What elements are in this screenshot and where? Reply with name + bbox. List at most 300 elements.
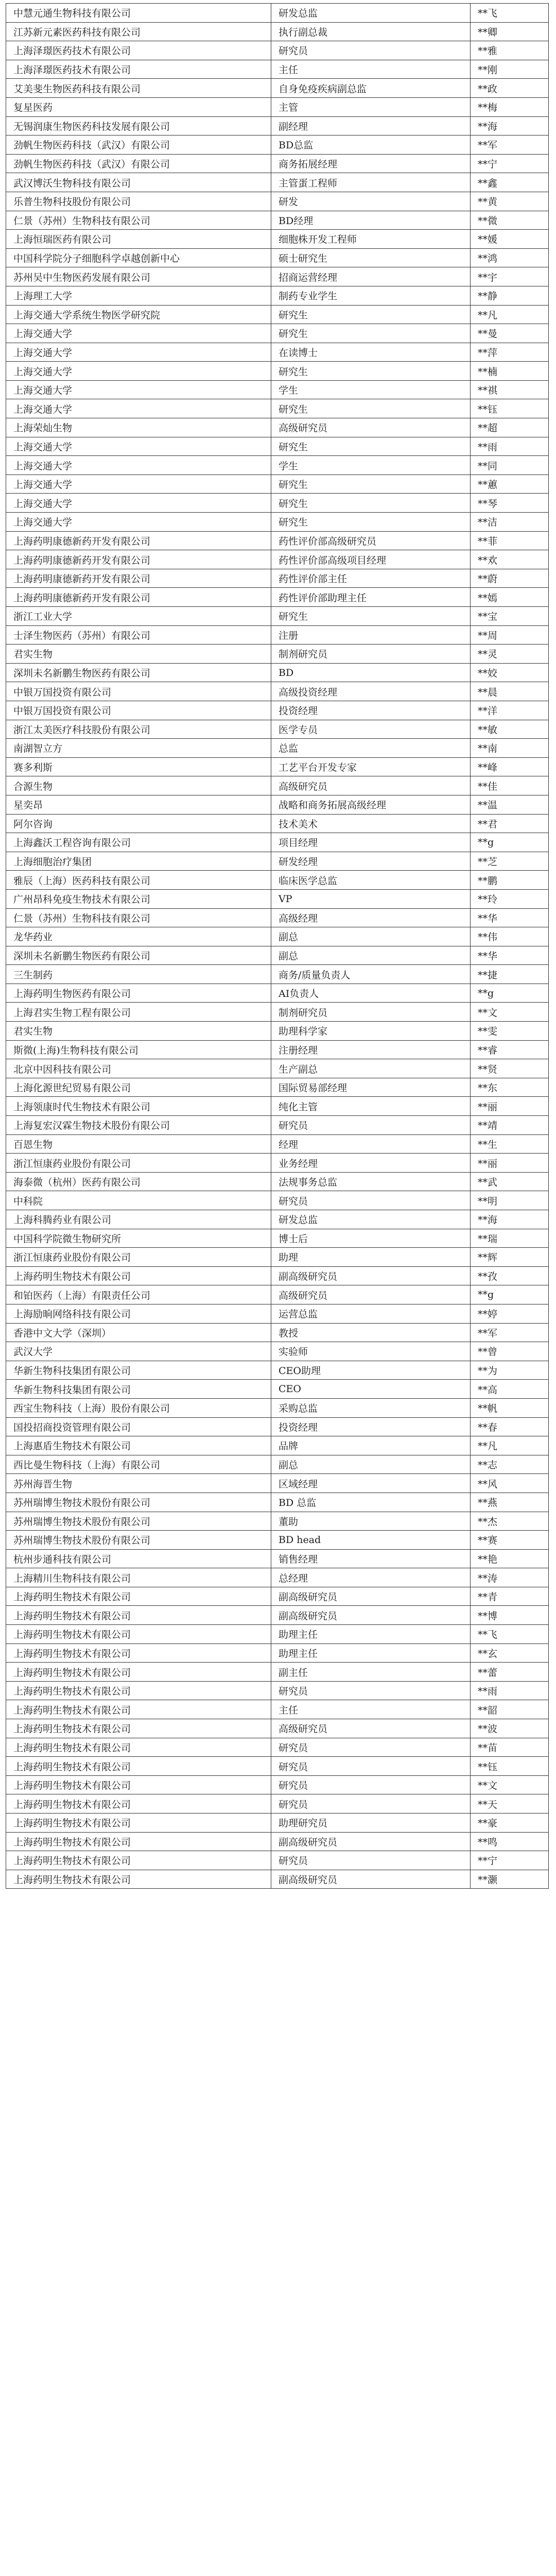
- position-cell: 战略和商务拓展高级经理: [271, 795, 471, 814]
- company-cell: 君实生物: [6, 1022, 271, 1041]
- name-cell: **雅: [471, 41, 549, 60]
- name-cell: **欢: [471, 550, 549, 569]
- name-cell: **雨: [471, 437, 549, 456]
- company-cell: 上海药明生物技术有限公司: [6, 1606, 271, 1625]
- position-cell: AI负责人: [271, 984, 471, 1003]
- table-row: [6, 1003, 549, 1022]
- name-cell: **东: [471, 1078, 549, 1097]
- company-cell: 和铂医药（上海）有限责任公司: [6, 1285, 271, 1304]
- table-row: [6, 362, 549, 381]
- position-cell: 药性评价部高级研究员: [271, 531, 471, 550]
- position-cell: 经理: [271, 1134, 471, 1154]
- name-cell: **同: [471, 456, 549, 475]
- name-cell: **晨: [471, 682, 549, 701]
- table-row: [6, 1154, 549, 1173]
- name-cell: **g: [471, 833, 549, 852]
- position-cell: 研究生: [271, 305, 471, 324]
- position-cell: CEO: [271, 1380, 471, 1399]
- company-cell: 浙江工业大学: [6, 607, 271, 626]
- position-cell: 研究员: [271, 1191, 471, 1210]
- company-cell: 北京中因科技有限公司: [6, 1059, 271, 1078]
- name-cell: **志: [471, 1455, 549, 1474]
- position-cell: 研究生: [271, 362, 471, 381]
- position-cell: 高级研究员: [271, 776, 471, 795]
- company-cell: 深圳未名新鹏生物医药有限公司: [6, 946, 271, 965]
- table-row: [6, 795, 549, 814]
- name-cell: **飞: [471, 1625, 549, 1644]
- table-row: [6, 41, 549, 60]
- position-cell: 技术美术: [271, 814, 471, 833]
- name-cell: **为: [471, 1361, 549, 1380]
- name-cell: **祺: [471, 380, 549, 399]
- table-row: [6, 286, 549, 305]
- name-cell: **武: [471, 1172, 549, 1191]
- table-row: [6, 1794, 549, 1814]
- name-cell: **曼: [471, 324, 549, 343]
- company-cell: 上海药明生物技术有限公司: [6, 1775, 271, 1794]
- name-cell: **蕾: [471, 1663, 549, 1682]
- table-row: [6, 79, 549, 98]
- table-row: [6, 1775, 549, 1794]
- table-row: [6, 1266, 549, 1285]
- company-cell: 上海交通大学: [6, 380, 271, 399]
- table-row: [6, 154, 549, 173]
- table-row: [6, 1248, 549, 1267]
- company-cell: 上海泽璟医药技术有限公司: [6, 60, 271, 79]
- company-cell: 中银万国投资有限公司: [6, 701, 271, 720]
- name-cell: **宁: [471, 154, 549, 173]
- position-cell: 项目经理: [271, 833, 471, 852]
- name-cell: **伟: [471, 927, 549, 946]
- table-row: [6, 1134, 549, 1154]
- name-cell: **雨: [471, 1681, 549, 1700]
- name-cell: **凡: [471, 1436, 549, 1455]
- position-cell: 学生: [271, 456, 471, 475]
- name-cell: **宁: [471, 1851, 549, 1870]
- name-cell: **捷: [471, 965, 549, 984]
- company-cell: 上海荣灿生物: [6, 418, 271, 437]
- company-cell: 苏州吴中生物医药发展有限公司: [6, 267, 271, 286]
- position-cell: 区域经理: [271, 1474, 471, 1493]
- position-cell: 品牌: [271, 1436, 471, 1455]
- name-cell: **曾: [471, 1342, 549, 1361]
- table-row: [6, 531, 549, 550]
- name-cell: **g: [471, 1285, 549, 1304]
- table-row: [6, 418, 549, 437]
- name-cell: **军: [471, 1323, 549, 1342]
- table-row: [6, 513, 549, 532]
- table-row: [6, 1814, 549, 1833]
- company-cell: 上海药明生物技术有限公司: [6, 1700, 271, 1719]
- position-cell: 制药专业学生: [271, 286, 471, 305]
- name-cell: **鸿: [471, 248, 549, 267]
- position-cell: 助理主任: [271, 1643, 471, 1663]
- position-cell: 运营总监: [271, 1304, 471, 1323]
- position-cell: 医学专员: [271, 720, 471, 739]
- company-cell: 江苏新元素医药科技有限公司: [6, 22, 271, 41]
- table-row: [6, 871, 549, 890]
- position-cell: 执行副总裁: [271, 22, 471, 41]
- name-cell: **温: [471, 795, 549, 814]
- table-row: [6, 1663, 549, 1682]
- table-row: [6, 456, 549, 475]
- position-cell: 董助: [271, 1512, 471, 1531]
- name-cell: **楠: [471, 362, 549, 381]
- position-cell: 教授: [271, 1323, 471, 1342]
- table-row: [6, 1870, 549, 1889]
- table-row: [6, 1568, 549, 1587]
- position-cell: 高级研究员: [271, 418, 471, 437]
- position-cell: 助理: [271, 1248, 471, 1267]
- position-cell: 临床医学总监: [271, 871, 471, 890]
- position-cell: 纯化主管: [271, 1097, 471, 1116]
- company-cell: 中银万国投资有限公司: [6, 682, 271, 701]
- name-cell: **涛: [471, 1568, 549, 1587]
- table-row: [6, 97, 549, 116]
- position-cell: 高级投资经理: [271, 682, 471, 701]
- name-cell: **萍: [471, 343, 549, 362]
- position-cell: 研究员: [271, 1738, 471, 1757]
- company-cell: 上海励晌网络科技有限公司: [6, 1304, 271, 1323]
- company-cell: 中国科学院分子细胞科学卓越创新中心: [6, 248, 271, 267]
- company-cell: 上海药明生物技术有限公司: [6, 1643, 271, 1663]
- name-cell: **洋: [471, 701, 549, 720]
- table-row: [6, 946, 549, 965]
- table-row: [6, 776, 549, 795]
- company-cell: 浙江恒康药业股份有限公司: [6, 1248, 271, 1267]
- name-cell: **佳: [471, 776, 549, 795]
- company-cell: 苏州瑞博生物技术股份有限公司: [6, 1531, 271, 1550]
- name-cell: **媛: [471, 230, 549, 249]
- company-cell: 上海鑫沃工程咨询有限公司: [6, 833, 271, 852]
- table-row: [6, 645, 549, 664]
- position-cell: 采购总监: [271, 1398, 471, 1417]
- company-cell: 中科院: [6, 1191, 271, 1210]
- name-cell: **靖: [471, 1116, 549, 1135]
- name-cell: **高: [471, 1380, 549, 1399]
- company-cell: 浙江恒康药业股份有限公司: [6, 1154, 271, 1173]
- position-cell: 主任: [271, 60, 471, 79]
- position-cell: 投资经理: [271, 1417, 471, 1436]
- company-cell: 上海药明生物技术有限公司: [6, 1832, 271, 1851]
- name-cell: **孜: [471, 1266, 549, 1285]
- name-cell: **鹏: [471, 871, 549, 890]
- name-cell: **南: [471, 739, 549, 758]
- name-cell: **卿: [471, 22, 549, 41]
- position-cell: BD head: [271, 1531, 471, 1550]
- table-row: [6, 1625, 549, 1644]
- name-cell: **雯: [471, 1022, 549, 1041]
- position-cell: 高级研究员: [271, 1285, 471, 1304]
- position-cell: 药性评价部高级项目经理: [271, 550, 471, 569]
- position-cell: 注册经理: [271, 1040, 471, 1059]
- attendee-table-body: [6, 4, 549, 1889]
- company-cell: 劲帆生物医药科技（武汉）有限公司: [6, 135, 271, 155]
- table-row: [6, 682, 549, 701]
- position-cell: 药性评价部主任: [271, 569, 471, 588]
- name-cell: **风: [471, 1474, 549, 1493]
- position-cell: 研究员: [271, 1757, 471, 1776]
- position-cell: 研发: [271, 192, 471, 211]
- position-cell: 商务拓展经理: [271, 154, 471, 173]
- company-cell: 上海交通大学: [6, 343, 271, 362]
- company-cell: 雅辰（上海）医药科技有限公司: [6, 871, 271, 890]
- table-row: [6, 1172, 549, 1191]
- company-cell: 上海药明生物技术有限公司: [6, 1738, 271, 1757]
- table-row: [6, 1361, 549, 1380]
- position-cell: 主管蛋工程师: [271, 173, 471, 192]
- position-cell: 研究生: [271, 474, 471, 494]
- table-row: [6, 343, 549, 362]
- company-cell: 赛多利斯: [6, 757, 271, 776]
- position-cell: 主任: [271, 1700, 471, 1719]
- name-cell: **敏: [471, 720, 549, 739]
- name-cell: **睿: [471, 1040, 549, 1059]
- table-row: [6, 588, 549, 607]
- company-cell: 上海交通大学: [6, 324, 271, 343]
- company-cell: 杭州步通科技有限公司: [6, 1549, 271, 1568]
- table-row: [6, 1643, 549, 1663]
- company-cell: 上海恒瑞医药有限公司: [6, 230, 271, 249]
- position-cell: 博士后: [271, 1229, 471, 1248]
- company-cell: 百恩生物: [6, 1134, 271, 1154]
- position-cell: 研究生: [271, 324, 471, 343]
- name-cell: **钰: [471, 1757, 549, 1776]
- table-row: [6, 494, 549, 513]
- table-row: [6, 814, 549, 833]
- company-cell: 华新生物科技集团有限公司: [6, 1380, 271, 1399]
- company-cell: 君实生物: [6, 645, 271, 664]
- table-row: [6, 984, 549, 1003]
- table-row: [6, 248, 549, 267]
- name-cell: **赛: [471, 1531, 549, 1550]
- position-cell: 业务经理: [271, 1154, 471, 1173]
- table-row: [6, 4, 549, 23]
- table-row: [6, 1304, 549, 1323]
- name-cell: **苗: [471, 1738, 549, 1757]
- company-cell: 星奕昂: [6, 795, 271, 814]
- position-cell: 总经理: [271, 1568, 471, 1587]
- table-row: [6, 474, 549, 494]
- company-cell: 乐普生物科技股份有限公司: [6, 192, 271, 211]
- company-cell: 仁景（苏州）生物科技有限公司: [6, 908, 271, 927]
- name-cell: **君: [471, 814, 549, 833]
- company-cell: 上海交通大学: [6, 399, 271, 418]
- position-cell: 招商运营经理: [271, 267, 471, 286]
- position-cell: 研发总监: [271, 1210, 471, 1229]
- position-cell: 主管: [271, 97, 471, 116]
- position-cell: 助理科学家: [271, 1022, 471, 1041]
- table-row: [6, 1116, 549, 1135]
- table-row: [6, 927, 549, 946]
- name-cell: **豪: [471, 1814, 549, 1833]
- position-cell: 副总: [271, 1455, 471, 1474]
- company-cell: 苏州海晋生物: [6, 1474, 271, 1493]
- company-cell: 无锡润康生物医药科技发展有限公司: [6, 116, 271, 135]
- company-cell: 海泰微（杭州）医药有限公司: [6, 1172, 271, 1191]
- table-row: [6, 380, 549, 399]
- name-cell: **艳: [471, 1549, 549, 1568]
- table-row: [6, 852, 549, 871]
- position-cell: 副总: [271, 946, 471, 965]
- company-cell: 上海药明生物技术有限公司: [6, 1625, 271, 1644]
- position-cell: 研究生: [271, 607, 471, 626]
- position-cell: 制剂研究员: [271, 1003, 471, 1022]
- company-cell: 上海交通大学: [6, 437, 271, 456]
- table-row: [6, 192, 549, 211]
- company-cell: 合源生物: [6, 776, 271, 795]
- position-cell: 副高级研究员: [271, 1832, 471, 1851]
- name-cell: **杰: [471, 1512, 549, 1531]
- position-cell: VP: [271, 889, 471, 908]
- position-cell: 销售经理: [271, 1549, 471, 1568]
- table-row: [6, 1738, 549, 1757]
- company-cell: 上海药明康德新药开发有限公司: [6, 550, 271, 569]
- company-cell: 上海细胞治疗集团: [6, 852, 271, 871]
- position-cell: 硕士研究生: [271, 248, 471, 267]
- name-cell: **蕙: [471, 474, 549, 494]
- table-row: [6, 607, 549, 626]
- name-cell: **灏: [471, 1870, 549, 1889]
- table-row: [6, 1549, 549, 1568]
- company-cell: 上海科腾药业有限公司: [6, 1210, 271, 1229]
- table-row: [6, 399, 549, 418]
- company-cell: 中慧元通生物科技有限公司: [6, 4, 271, 23]
- table-row: [6, 1191, 549, 1210]
- table-row: [6, 1059, 549, 1078]
- name-cell: **刚: [471, 60, 549, 79]
- name-cell: **帆: [471, 1398, 549, 1417]
- table-row: [6, 1210, 549, 1229]
- table-row: [6, 833, 549, 852]
- company-cell: 西比曼生物科技（上海）有限公司: [6, 1455, 271, 1474]
- table-row: [6, 1417, 549, 1436]
- table-row: [6, 1587, 549, 1606]
- name-cell: **鸣: [471, 1832, 549, 1851]
- name-cell: **文: [471, 1003, 549, 1022]
- position-cell: BD 总监: [271, 1493, 471, 1512]
- company-cell: 上海药明生物技术有限公司: [6, 1587, 271, 1606]
- company-cell: 上海复宏汉霖生物技术股份有限公司: [6, 1116, 271, 1135]
- name-cell: **梅: [471, 97, 549, 116]
- company-cell: 华新生物科技集团有限公司: [6, 1361, 271, 1380]
- table-row: [6, 1436, 549, 1455]
- table-row: [6, 1681, 549, 1700]
- company-cell: 上海药明康德新药开发有限公司: [6, 569, 271, 588]
- name-cell: **峰: [471, 757, 549, 776]
- company-cell: 武汉大学: [6, 1342, 271, 1361]
- position-cell: 制剂研究员: [271, 645, 471, 664]
- table-row: [6, 437, 549, 456]
- position-cell: 投资经理: [271, 701, 471, 720]
- name-cell: **黄: [471, 192, 549, 211]
- position-cell: 国际贸易部经理: [271, 1078, 471, 1097]
- company-cell: 上海药明生物技术有限公司: [6, 1794, 271, 1814]
- name-cell: **生: [471, 1134, 549, 1154]
- name-cell: **洁: [471, 513, 549, 532]
- name-cell: **菲: [471, 531, 549, 550]
- name-cell: **贤: [471, 1059, 549, 1078]
- name-cell: **燕: [471, 1493, 549, 1512]
- name-cell: **韶: [471, 1700, 549, 1719]
- name-cell: **文: [471, 1775, 549, 1794]
- position-cell: 商务/质量负责人: [271, 965, 471, 984]
- table-row: [6, 908, 549, 927]
- position-cell: 副高级研究员: [271, 1587, 471, 1606]
- company-cell: 上海药明康德新药开发有限公司: [6, 588, 271, 607]
- company-cell: 上海领康时代生物技术有限公司: [6, 1097, 271, 1116]
- name-cell: **春: [471, 1417, 549, 1436]
- position-cell: 高级经理: [271, 908, 471, 927]
- position-cell: 总监: [271, 739, 471, 758]
- position-cell: 研发总监: [271, 4, 471, 23]
- position-cell: 研究生: [271, 437, 471, 456]
- table-row: [6, 965, 549, 984]
- position-cell: 研究生: [271, 494, 471, 513]
- table-row: [6, 701, 549, 720]
- table-row: [6, 116, 549, 135]
- position-cell: 生产副总: [271, 1059, 471, 1078]
- company-cell: 上海交通大学: [6, 513, 271, 532]
- table-row: [6, 1323, 549, 1342]
- table-row: [6, 889, 549, 908]
- name-cell: **嫣: [471, 588, 549, 607]
- company-cell: 西宝生物科技（上海）股份有限公司: [6, 1398, 271, 1417]
- position-cell: 实验师: [271, 1342, 471, 1361]
- company-cell: 上海药明生物技术有限公司: [6, 1681, 271, 1700]
- company-cell: 艾美斐生物医药科技有限公司: [6, 79, 271, 98]
- table-row: [6, 1474, 549, 1493]
- table-row: [6, 757, 549, 776]
- name-cell: **宇: [471, 267, 549, 286]
- company-cell: 苏州瑞博生物技术股份有限公司: [6, 1493, 271, 1512]
- table-row: [6, 1719, 549, 1738]
- table-row: [6, 324, 549, 343]
- company-cell: 士泽生物医药（苏州）有限公司: [6, 625, 271, 645]
- position-cell: 研究生: [271, 399, 471, 418]
- name-cell: **琴: [471, 494, 549, 513]
- name-cell: **辉: [471, 1248, 549, 1267]
- table-row: [6, 1398, 549, 1417]
- position-cell: 自身免疫疾病副总监: [271, 79, 471, 98]
- attendee-table: [6, 3, 549, 1889]
- position-cell: 副高级研究员: [271, 1870, 471, 1889]
- name-cell: **瑞: [471, 1229, 549, 1248]
- company-cell: 上海药明生物技术有限公司: [6, 1663, 271, 1682]
- name-cell: **宝: [471, 607, 549, 626]
- name-cell: **明: [471, 1191, 549, 1210]
- table-row: [6, 211, 549, 230]
- position-cell: 注册: [271, 625, 471, 645]
- company-cell: 劲帆生物医药科技（武汉）有限公司: [6, 154, 271, 173]
- table-row: [6, 1022, 549, 1041]
- name-cell: **玄: [471, 1643, 549, 1663]
- table-row: [6, 1078, 549, 1097]
- company-cell: 上海交通大学: [6, 456, 271, 475]
- company-cell: 中国科学院微生物研究所: [6, 1229, 271, 1248]
- position-cell: 研究员: [271, 1681, 471, 1700]
- company-cell: 上海化源世纪贸易有限公司: [6, 1078, 271, 1097]
- name-cell: **玲: [471, 889, 549, 908]
- table-row: [6, 1380, 549, 1399]
- position-cell: 细胞株开发工程师: [271, 230, 471, 249]
- company-cell: 上海药明康德新药开发有限公司: [6, 531, 271, 550]
- position-cell: 研究员: [271, 1851, 471, 1870]
- name-cell: **灵: [471, 645, 549, 664]
- company-cell: 深圳未名新鹏生物医药有限公司: [6, 663, 271, 682]
- table-row: [6, 1757, 549, 1776]
- company-cell: 苏州瑞博生物技术股份有限公司: [6, 1512, 271, 1531]
